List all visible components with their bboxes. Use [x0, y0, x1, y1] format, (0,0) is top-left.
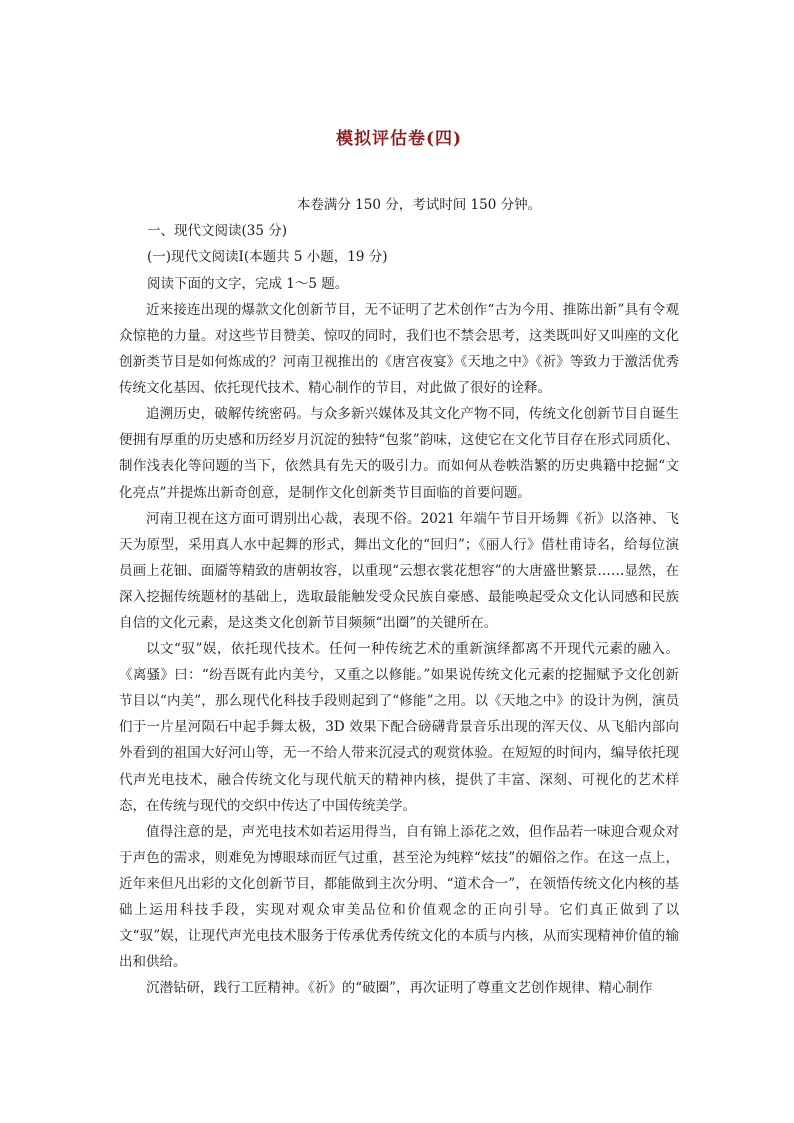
reading-instruction: 阅读下面的文字，完成 1～5 题。 — [147, 275, 349, 292]
subsection-heading: (一)现代文阅读Ⅰ(本题共 5 小题，19 分) — [147, 249, 388, 266]
section-heading: 一、现代文阅读(35 分) — [147, 223, 288, 239]
passage-paragraph-4: 以文“驭”娱，依托现代技术。任何一种传统艺术的重新演绎都离不开现代元素的融入。《离骚》曰：“纷吾既有此内美兮，又重之以修能。”如果说传统文化元素的挖掘赋予文化创新节目以“内美”，那么现代化科技手段则起到了“修能”之用。以《天地之中》的设计为例，演员们于一片星河陨石中起手舞太极，3D 效果下配合磅礴背景音乐出现的浑天仪、从飞船内部向外看到的祖国大好河山等，无一不给人带来沉浸式的观赏体验。在短短的时间内，编导依托现代声光电技术，融合传统文化与现代航天的精神内核，提供了丰富、深刻、可视化的艺术样态，在传统与现代的交织中传达了中国传统美学。 — [119, 641, 679, 814]
exam-info: 本卷满分 150 分，考试时间 150 分钟。 — [296, 197, 542, 213]
passage-paragraph-6: 沉潜钻研，践行工匠精神。《祈》的“破圈”，再次证明了尊重文艺创作规律、精心制作 — [146, 980, 653, 997]
document-page — [119, 126, 679, 1001]
passage-paragraph-5: 值得注意的是，声光电技术如若运用得当，自有锦上添花之效，但作品若一味迎合观众对于声色的需求，则难免为博眼球而匠气过重，甚至沦为纯粹“炫技”的媚俗之作。在这一点上，近年来但凡出彩的文化创新节目，都能做到主次分明、“道术合一”，在领悟传统文化内核的基础上运用科技手段，实现对观众审美品位和价值观念的正向引导。它们真正做到了以文“驭”娱，让现代声光电技术服务于传承优秀传统文化的本质与内核，从而实现精神价值的输出和供给。 — [119, 823, 679, 971]
document-title: 模拟评估卷(四) — [335, 129, 463, 149]
passage-paragraph-1: 近来接连出现的爆款文化创新节目，无不证明了艺术创作“古为今用、推陈出新”具有令观众惊艳的力量。对这些节目赞美、惊叹的同时，我们也不禁会思考，这类既叫好又叫座的文化创新类节目是如何炼成的？河南卫视推出的《唐宫夜宴》《天地之中》《祈》等致力于激活优秀传统文化基因、依托现代技术、精心制作的节目，对此做了很好的诠释。 — [119, 301, 679, 397]
passage-paragraph-3: 河南卫视在这方面可谓别出心裁，表现不俗。2021 年端午节目开场舞《祈》以洛神、飞天为原型，采用真人水中起舞的形式，舞出文化的“回归”；《丽人行》借杜甫诗名，给每位演员画上花钿、面靥等精致的唐朝妆容，以重现“云想衣裳花想容”的大唐盛世繁景……显然，在深入挖掘传统题材的基础上，选取最能触发受众民族自豪感、最能唤起受众文化认同感和民族自信的文化元素，是这类文化创新节目频频“出圈”的关键所在。 — [119, 510, 679, 632]
passage-paragraph-2: 追溯历史，破解传统密码。与众多新兴媒体及其文化产物不同，传统文化创新节目自诞生便拥有厚重的历史感和历经岁月沉淀的独特“包浆”韵味，这使它在文化节目存在形式同质化、制作浅表化等问题的当下，依然具有先天的吸引力。而如何从卷帙浩繁的历史典籍中挖掘“文化亮点”并提炼出新奇创意，是制作文化创新类节目面临的首要问题。 — [119, 406, 679, 501]
